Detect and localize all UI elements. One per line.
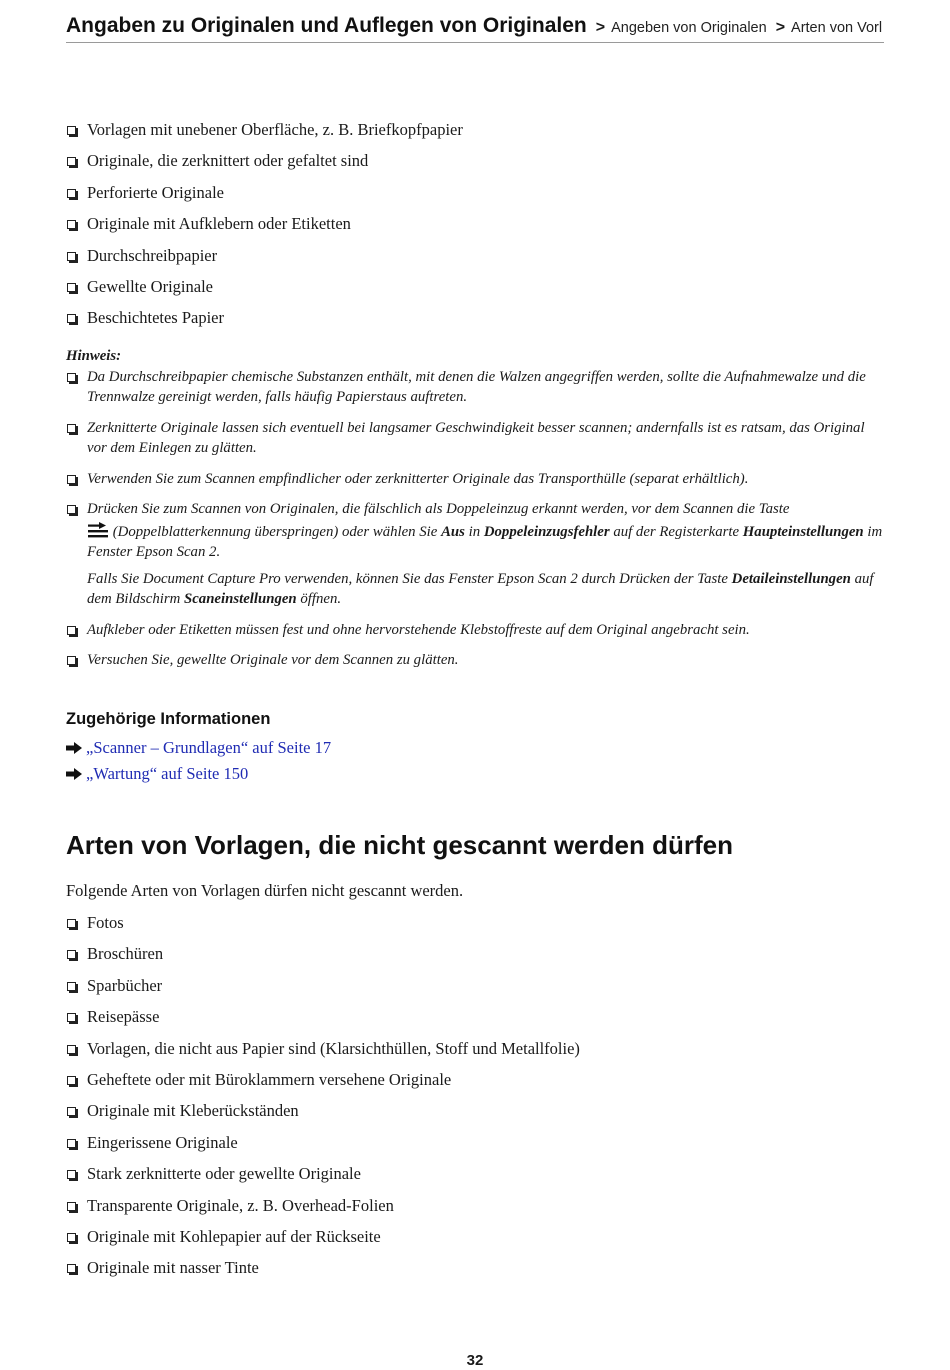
- note-item: Da Durchschreibpapier chemische Substanzen enthält, mit denen die Walzen angegriffen werden, sollte die Aufnahmewalze und die Trennwalze gereinigt werden, falls häufig Papierstaus auftreten.: [66, 367, 884, 408]
- list-item: Beschichtetes Papier: [66, 308, 463, 339]
- section-intro: Folgende Arten von Vorlagen dürfen nicht gescannt werden.: [66, 881, 464, 900]
- checkbox-bullet-icon: [67, 982, 76, 991]
- checkbox-bullet-icon: [67, 1013, 76, 1022]
- note-title: Hinweis:: [66, 348, 122, 364]
- checkbox-bullet-icon: [67, 919, 76, 928]
- list-item: Originale mit Aufklebern oder Etiketten: [66, 214, 463, 245]
- related-information: [66, 710, 331, 787]
- checkbox-bullet-icon: [67, 1076, 76, 1085]
- checkbox-bullet-icon: [67, 1045, 76, 1054]
- checkbox-bullet-icon: [67, 283, 76, 292]
- header-title: Angaben zu Originalen und Auflegen von Originalen: [66, 14, 587, 37]
- checkbox-bullet-icon: [67, 656, 76, 665]
- list-item: Stark zerknitterte oder gewellte Originale: [66, 1164, 580, 1195]
- checkbox-bullet-icon: [67, 1264, 76, 1273]
- list-item: Durchschreibpapier: [66, 246, 463, 277]
- list-item: Originale, die zerknittert oder gefaltet sind: [66, 151, 463, 182]
- page-number: 32: [466, 1352, 484, 1369]
- checkbox-bullet-icon: [67, 1202, 76, 1211]
- checkbox-bullet-icon: [67, 950, 76, 959]
- arrow-right-icon: [66, 742, 82, 754]
- related-link-maintenance[interactable]: „Wartung“ auf Seite 150: [66, 761, 331, 787]
- list-item: Reisepässe: [66, 1007, 580, 1038]
- unsuitable-originals-list: [66, 120, 463, 340]
- list-item: Originale mit nasser Tinte: [66, 1258, 580, 1289]
- note-item: Aufkleber oder Etiketten müssen fest und ohne hervorstehende Klebstoffreste auf dem Original angebracht sein.: [66, 620, 884, 641]
- checkbox-bullet-icon: [67, 189, 76, 198]
- list-item: Vorlagen mit unebener Oberfläche, z. B. Briefkopfpapier: [66, 120, 463, 151]
- section-heading: Arten von Vorlagen, die nicht gescannt werden dürfen: [66, 830, 733, 860]
- list-item: Sparbücher: [66, 976, 580, 1007]
- checkbox-bullet-icon: [67, 1170, 76, 1179]
- double-feed-skip-icon: [87, 520, 109, 540]
- list-item: Originale mit Kohlepapier auf der Rückseite: [66, 1227, 580, 1258]
- checkbox-bullet-icon: [67, 314, 76, 323]
- checkbox-bullet-icon: [67, 220, 76, 229]
- list-item: Fotos: [66, 913, 580, 944]
- note-item: Zerknitterte Originale lassen sich eventuell bei langsamer Geschwindigkeit besser scannen; andernfalls ist es ratsam, das Original vor dem Einlegen zu glätten.: [66, 418, 884, 459]
- checkbox-bullet-icon: [67, 157, 76, 166]
- note-subparagraph: Falls Sie Document Capture Pro verwenden, können Sie das Fenster Epson Scan 2 durch Drücken der Taste Detaileinstellungen auf dem Bildschirm Scaneinstellungen öffnen.: [87, 570, 874, 607]
- checkbox-bullet-icon: [67, 373, 76, 382]
- list-item: Gewellte Originale: [66, 277, 463, 308]
- checkbox-bullet-icon: [67, 475, 76, 484]
- checkbox-bullet-icon: [67, 505, 76, 514]
- related-heading: Zugehörige Informationen: [66, 710, 271, 728]
- checkbox-bullet-icon: [67, 1107, 76, 1116]
- list-item: Eingerissene Originale: [66, 1133, 580, 1164]
- checkbox-bullet-icon: [67, 252, 76, 261]
- list-item: Transparente Originale, z. B. Overhead-Folien: [66, 1196, 580, 1227]
- breadcrumb-link-1[interactable]: Angeben von Originalen: [611, 20, 767, 36]
- note-item: Drücken Sie zum Scannen von Originalen, die fälschlich als Doppeleinzug erkannt werden, vor dem Scannen die Taste (Doppelblatterkennung überspringen) oder wählen Sie Aus in Doppeleinzugsfehler auf der Registerkarte Haupteinstellungen im Fenster Epson Scan 2. Falls Sie Document Capture Pro verwenden, können Sie das Fenster Epson Scan 2 durch Drücken der Taste Detaileinstellungen auf dem Bildschirm Scaneinstellungen öffnen.: [66, 499, 884, 610]
- note-item: Versuchen Sie, gewellte Originale vor dem Scannen zu glätten.: [66, 650, 884, 671]
- list-item: Originale mit Kleberückständen: [66, 1101, 580, 1132]
- breadcrumb-separator: >: [775, 19, 786, 36]
- list-item: Geheftete oder mit Büroklammern versehene Originale: [66, 1070, 580, 1101]
- checkbox-bullet-icon: [67, 1233, 76, 1242]
- checkbox-bullet-icon: [67, 126, 76, 135]
- page-header: [66, 14, 884, 43]
- checkbox-bullet-icon: [67, 626, 76, 635]
- breadcrumb-separator: >: [595, 19, 606, 36]
- breadcrumb-link-2[interactable]: Arten von Vorl: [791, 20, 883, 36]
- forbidden-originals-list: [66, 913, 580, 1290]
- note-list: [66, 367, 884, 671]
- note-item: Verwenden Sie zum Scannen empfindlicher oder zerknitterter Originale das Transporthülle (separat erhältlich).: [66, 469, 884, 490]
- arrow-right-icon: [66, 768, 82, 780]
- checkbox-bullet-icon: [67, 424, 76, 433]
- list-item: Vorlagen, die nicht aus Papier sind (Klarsichthüllen, Stoff und Metallfolie): [66, 1039, 580, 1070]
- related-link-scanner-basics[interactable]: „Scanner – Grundlagen“ auf Seite 17: [66, 735, 331, 761]
- list-item: Perforierte Originale: [66, 183, 463, 214]
- list-item: Broschüren: [66, 944, 580, 975]
- checkbox-bullet-icon: [67, 1139, 76, 1148]
- note-box: [66, 346, 884, 681]
